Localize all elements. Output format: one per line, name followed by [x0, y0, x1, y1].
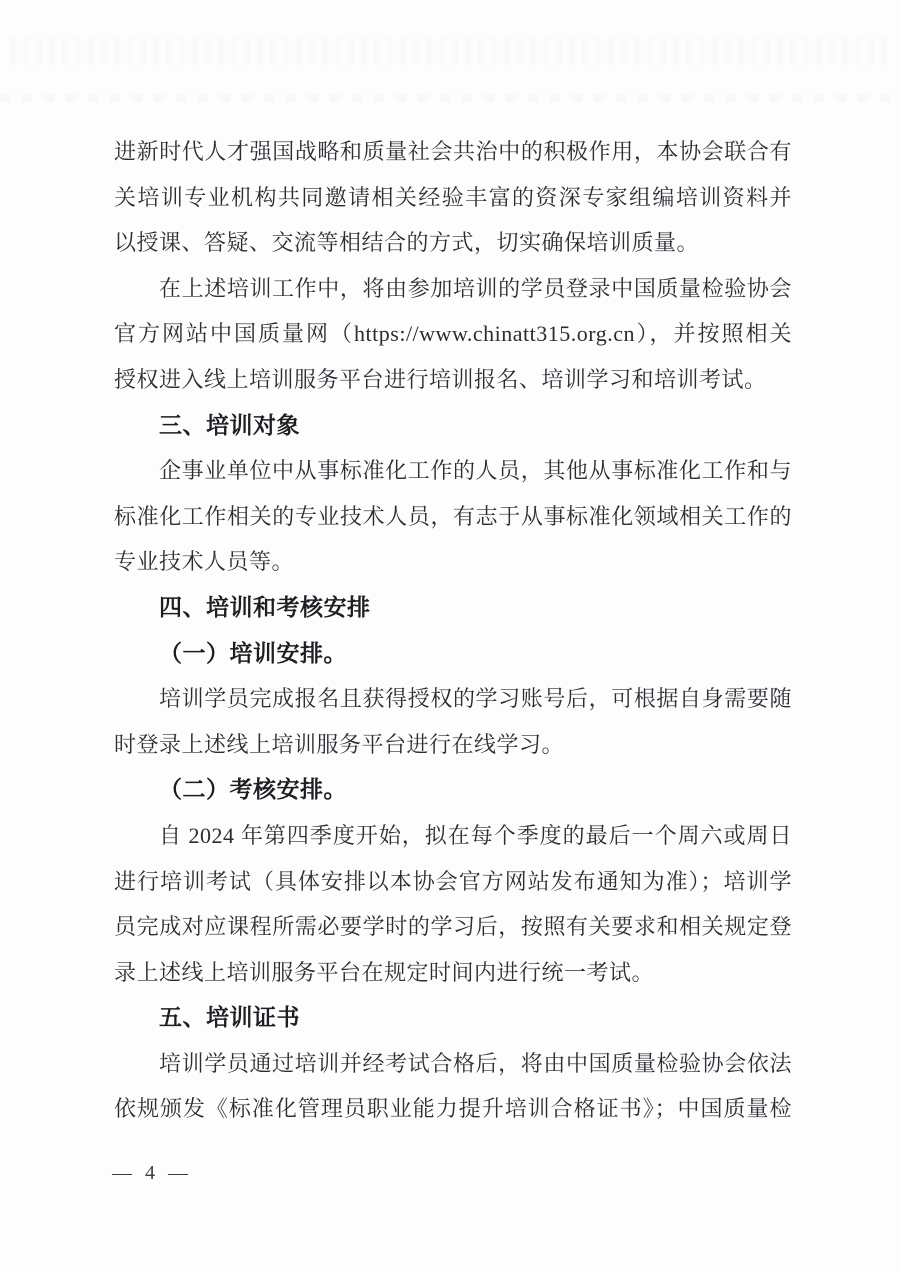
section-heading: （二）考核安排。 — [159, 777, 347, 803]
document-line: 培训学员通过培训并经考试合格后，将由中国质量检验协会依法 — [159, 1050, 792, 1076]
document-line: 企事业单位中从事标准化工作的人员，其他从事标准化工作和与 — [159, 458, 792, 484]
document-line: 进新时代人才强国战略和质量社会共治中的积极作用，本协会联合有 — [114, 139, 792, 164]
document-line: 进行培训考试（具体安排以本协会官方网站发布通知为准）；培训学 — [114, 868, 792, 894]
section-heading: 四、培训和考核安排 — [159, 593, 371, 620]
page-number: — 4 — — [112, 1162, 192, 1184]
document-line: 时登录上述线上培训服务平台进行在线学习。 — [114, 731, 565, 757]
document-line: 专业技术人员等。 — [114, 549, 295, 575]
document-line: 官方网站中国质量网（https://www.chinatt315.org.cn），并按照相关 — [114, 321, 792, 347]
document-line: 录上述线上培训服务平台在规定时间内进行统一考试。 — [114, 959, 655, 985]
document-line: 培训学员完成报名且获得授权的学习账号后，可根据自身需要随 — [159, 686, 792, 712]
document-line: 标准化工作相关的专业技术人员，有志于从事标准化领域相关工作的 — [114, 503, 792, 529]
document-line: 依规颁发《标准化管理员职业能力提升培训合格证书》；中国质量检 — [114, 1096, 792, 1122]
document-line: 关培训专业机构共同邀请相关经验丰富的资深专家组编培训资料并 — [114, 184, 792, 210]
section-heading: （一）培训安排。 — [159, 640, 347, 666]
scan-noise-band — [10, 36, 890, 66]
document-line: 以授课、答疑、交流等相结合的方式，切实确保培训质量。 — [114, 230, 700, 256]
section-heading: 三、培训对象 — [159, 411, 300, 438]
document-line: 在上述培训工作中，将由参加培训的学员登录中国质量检验协会 — [159, 275, 792, 301]
section-heading: 五、培训证书 — [159, 1004, 300, 1031]
document-line: 授权进入线上培训服务平台进行培训报名、培训学习和培训考试。 — [114, 366, 767, 392]
document-line: 自 2024 年第四季度开始，拟在每个季度的最后一个周六或周日 — [159, 822, 792, 848]
scan-noise-band — [0, 94, 900, 102]
document-line: 员完成对应课程所需必要学时的学习后，按照有关要求和相关规定登 — [114, 914, 792, 940]
document-body — [114, 129, 792, 1132]
